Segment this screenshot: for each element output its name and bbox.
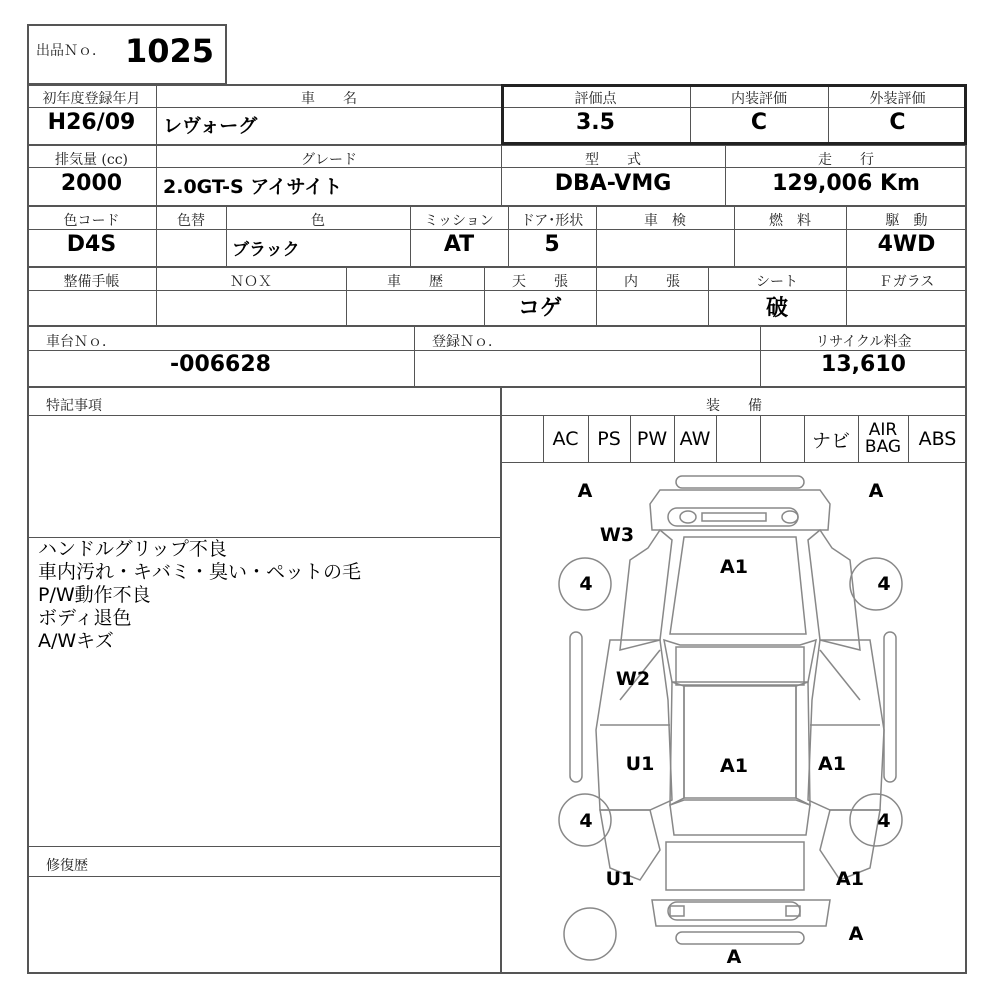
lot-label: 出品Ｎｏ． <box>36 43 106 59</box>
mileage-label: 走 行 <box>818 152 874 168</box>
recycle-label: リサイクル料金 <box>815 334 912 350</box>
color-label: 色 <box>311 213 325 229</box>
damage-mark-w3: W3 <box>599 524 635 546</box>
chassis-no-label: 車台Ｎｏ． <box>46 334 116 350</box>
exterior-value: C <box>889 110 906 135</box>
mission-label: ミッション <box>424 213 494 229</box>
model-label: 型 式 <box>585 152 641 168</box>
equipment-abs: ABS <box>918 428 957 450</box>
color-change-label: 色替 <box>177 213 205 229</box>
interior-value: C <box>750 110 768 135</box>
seat-label: シート <box>756 274 798 290</box>
service-book-label: 整備手帳 <box>63 274 120 290</box>
first-reg-value: H26/09 <box>47 110 136 135</box>
equipment-cell <box>760 416 804 462</box>
damage-mark-roof: A1 <box>720 755 748 777</box>
equipment-label: 装 備 <box>706 398 762 414</box>
remark-line: ボディ退色 <box>38 607 132 629</box>
nox-label: ＮＯＸ <box>230 274 272 290</box>
ceiling-value: コゲ <box>517 296 562 321</box>
equipment-cell <box>501 416 543 462</box>
car-damage-diagram <box>502 463 967 973</box>
remark-line: P/W動作不良 <box>38 584 151 606</box>
equipment-cell <box>716 416 760 462</box>
damage-mark-left-rear-door: U1 <box>625 753 655 775</box>
ceiling-label: 天 張 <box>512 274 568 290</box>
equipment-aw: AW <box>679 428 711 450</box>
tire-rear-left: 4 <box>579 810 593 832</box>
model-value: DBA-VMG <box>554 171 672 196</box>
damage-mark-rear-bumper: A <box>726 946 742 968</box>
score-label: 評価点 <box>574 91 617 107</box>
history-label: 車 歴 <box>387 274 443 290</box>
interior-label: 内装評価 <box>731 91 787 107</box>
tire-rear-right: 4 <box>877 810 891 832</box>
damage-mark-hood: A1 <box>720 556 748 578</box>
score-value: 3.5 <box>576 110 615 135</box>
remark-line: 車内汚れ・キバミ・臭い・ペットの毛 <box>38 561 362 583</box>
equipment-navi: ナビ <box>811 429 850 452</box>
first-reg-label: 初年度登録年月 <box>42 91 141 107</box>
grade-value: 2.0GT-S アイサイト <box>163 176 343 198</box>
color-value: ブラック <box>232 240 300 260</box>
damage-mark-right-rear-quarter: A1 <box>836 868 864 890</box>
tire-front-right: 4 <box>877 573 891 595</box>
exterior-label: 外装評価 <box>869 91 926 107</box>
inner-label: 内 張 <box>624 274 680 290</box>
inspection-label: 車 検 <box>644 213 686 229</box>
fuel-label: 燃 料 <box>769 213 811 229</box>
car-name-label: 車 名 <box>301 91 357 107</box>
mission-value: AT <box>443 232 475 257</box>
recycle-value: 13,610 <box>821 352 906 377</box>
displacement-label: 排気量 (cc) <box>54 152 129 168</box>
equipment-ps: PS <box>597 428 621 450</box>
drive-value: 4WD <box>877 232 936 257</box>
fglass-label: Ｆガラス <box>878 274 935 290</box>
damage-mark-rear-bumper-right: A <box>848 923 864 945</box>
damage-mark-front-left: A <box>577 480 593 502</box>
remark-line: A/Wキズ <box>38 630 114 652</box>
equipment-pw: PW <box>636 428 668 450</box>
damage-mark-front-right: A <box>868 480 884 502</box>
drive-label: 駆 動 <box>885 213 928 229</box>
doors-value: 5 <box>544 232 560 257</box>
repair-label: 修復歴 <box>46 858 88 874</box>
displacement-value: 2000 <box>60 171 123 196</box>
damage-mark-left-rear-quarter: U1 <box>605 868 635 890</box>
equipment-airbag: AIR BAG <box>864 420 902 457</box>
lot-number: 1025 <box>125 32 215 70</box>
tire-front-left: 4 <box>579 573 593 595</box>
color-code-label: 色コード <box>63 213 120 229</box>
mileage-value: 129,006 Km <box>772 171 920 196</box>
color-code-value: D4S <box>66 232 117 257</box>
remarks-label: 特記事項 <box>46 398 102 414</box>
remark-line: ハンドルグリップ不良 <box>38 538 227 560</box>
equipment-ac: AC <box>552 428 579 450</box>
seat-value: 破 <box>765 296 788 321</box>
grade-label: グレード <box>301 152 357 168</box>
car-name-value: レヴォーグ <box>163 115 258 137</box>
chassis-no-value: -006628 <box>170 352 271 377</box>
damage-mark-right-rear-door: A1 <box>818 753 846 775</box>
damage-mark-w2: W2 <box>615 668 651 690</box>
reg-no-label: 登録Ｎｏ． <box>432 334 502 350</box>
doors-label: ドア･形状 <box>520 213 584 229</box>
